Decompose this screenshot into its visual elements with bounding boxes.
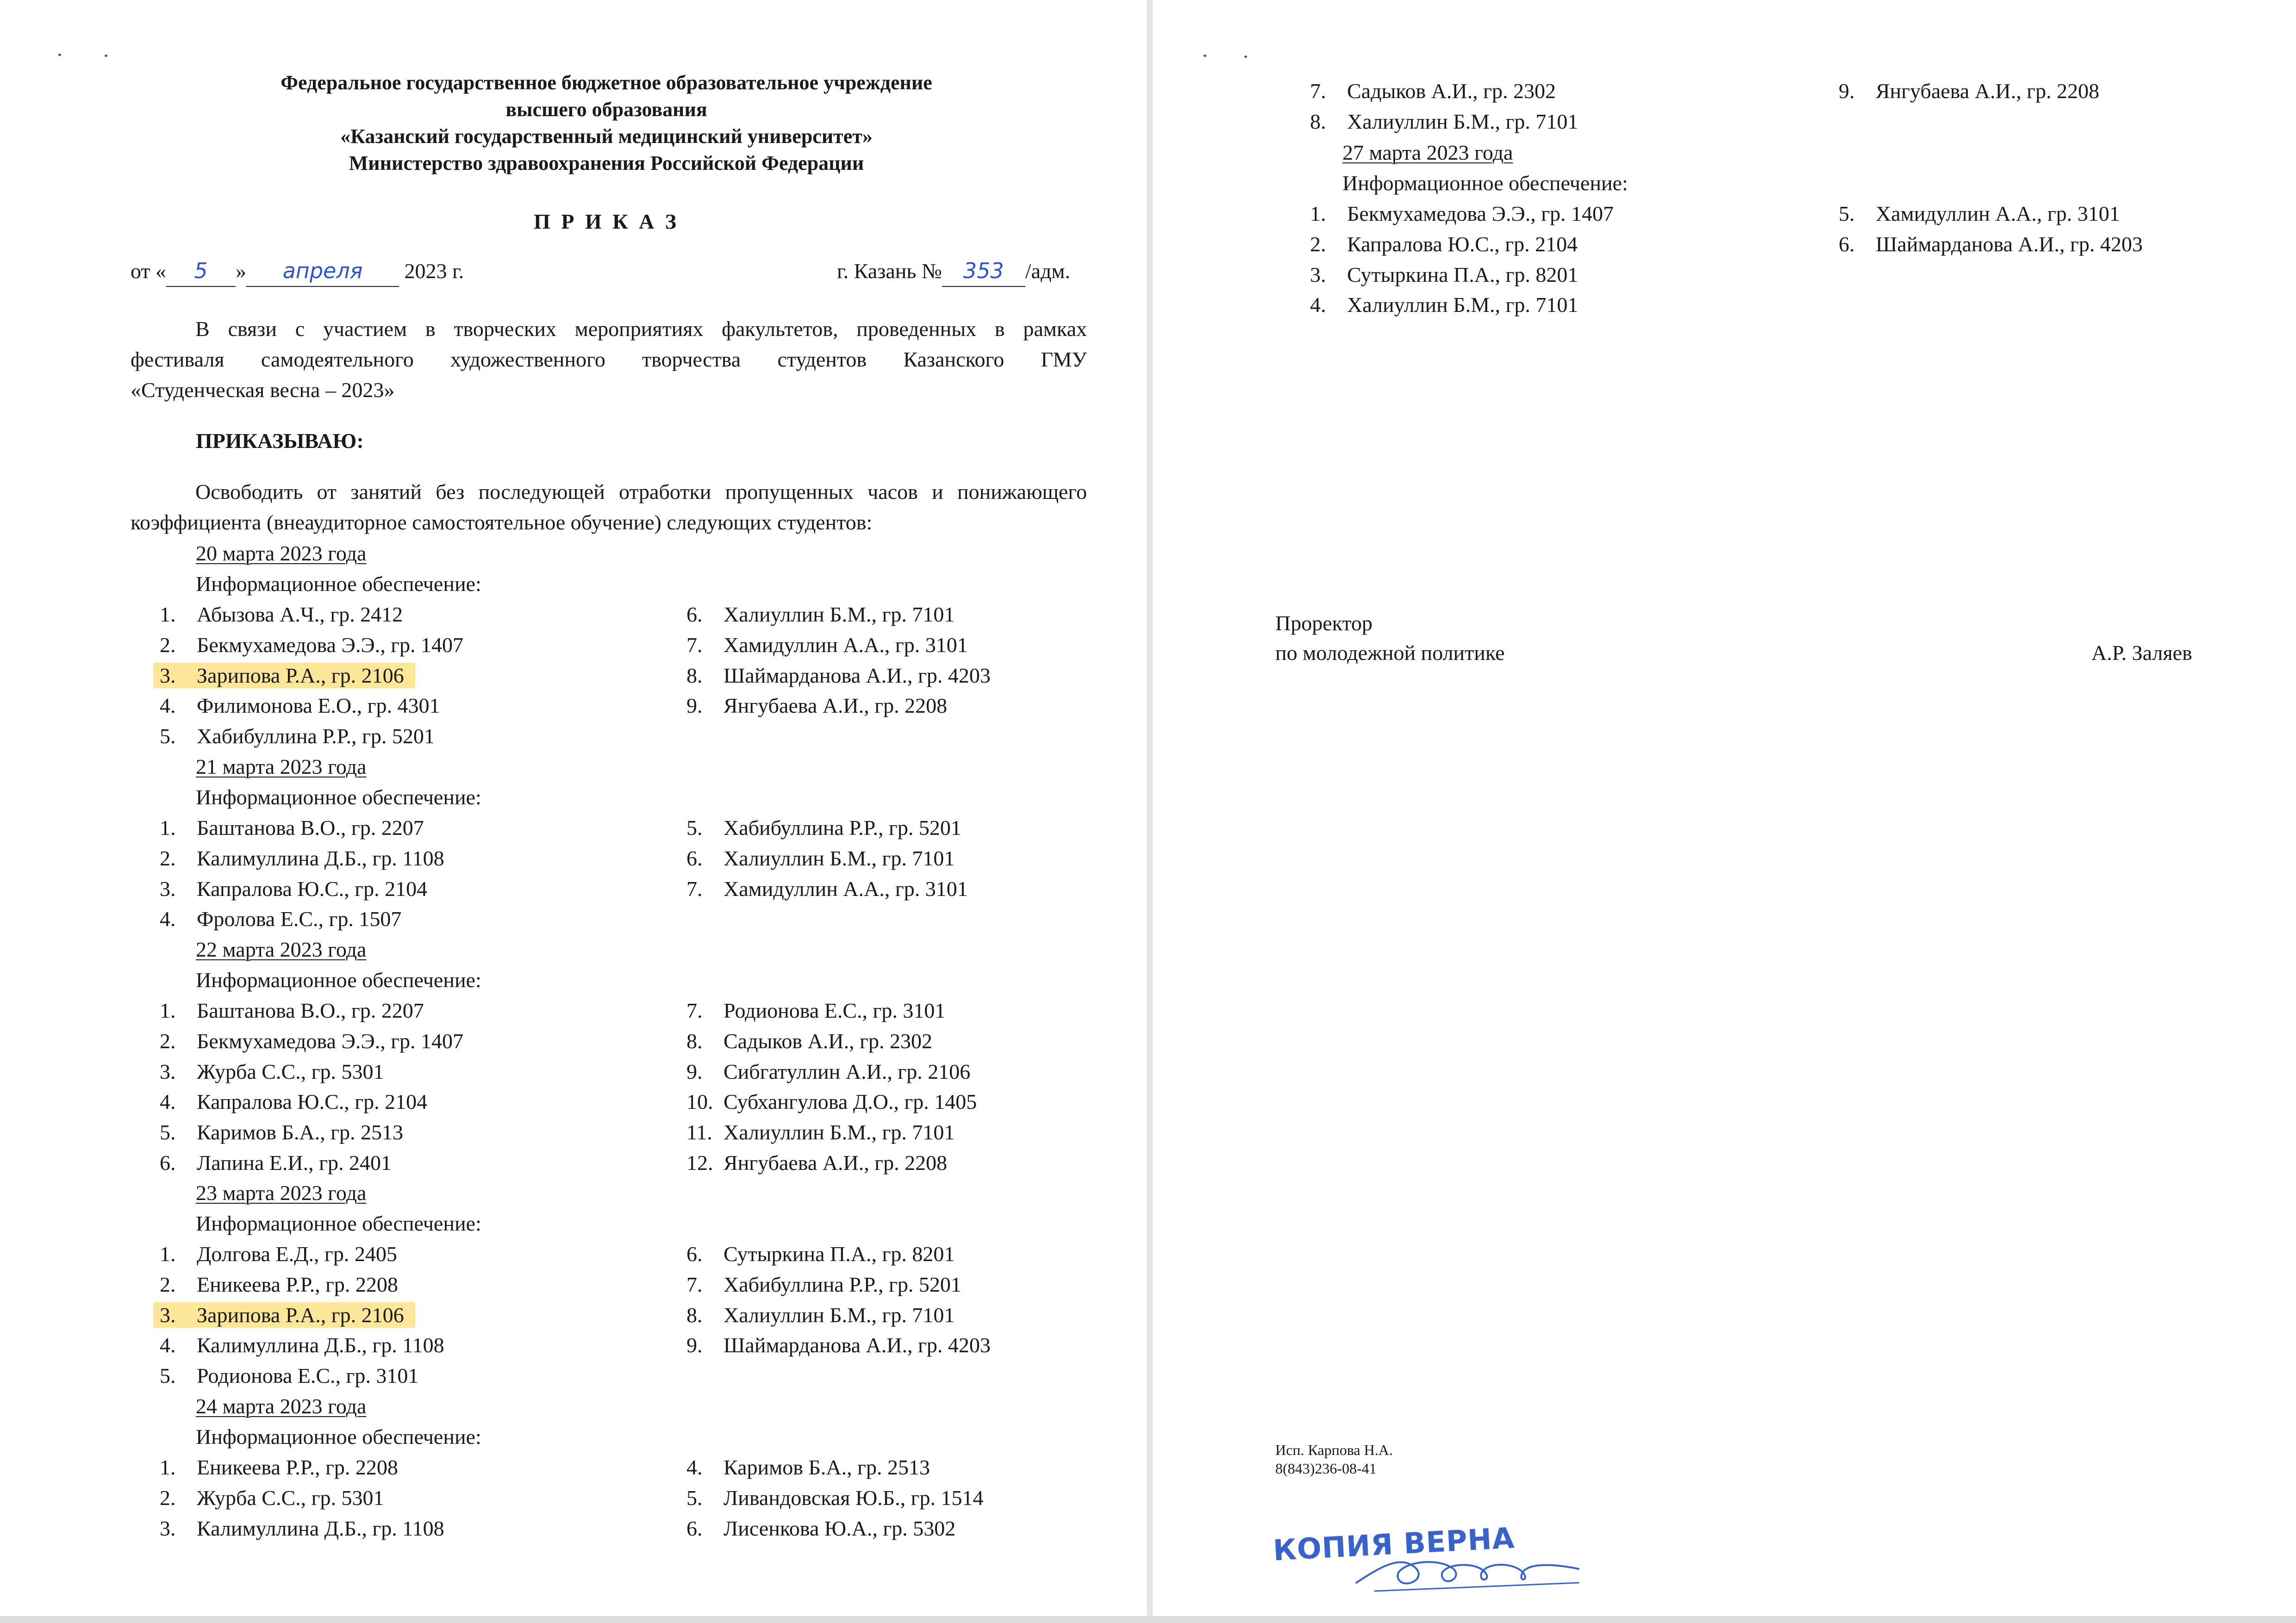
list-item: 1. Абызова А.Ч., гр. 2412 (160, 603, 403, 626)
scan-bottom-edge (0, 1616, 2296, 1623)
list-22-left (160, 995, 463, 1178)
category-label: Информационное обеспечение: (1342, 171, 1628, 195)
list-21-left (160, 813, 444, 934)
list-item: 4. Капралова Ю.С., гр. 2104 (160, 1090, 428, 1114)
dateline-year: 2023 г. (404, 259, 464, 283)
category-label: Информационное обеспечение: (196, 1425, 481, 1449)
list-item: 2. Еникеева Р.Р., гр. 2208 (160, 1272, 398, 1296)
dateline-mid: » (236, 259, 246, 283)
category-label: Информационное обеспечение: (196, 968, 481, 992)
list-item: 1. Баштанова В.О., гр. 2207 (160, 816, 424, 839)
category-label: Информационное обеспечение: (196, 572, 481, 596)
page-right (1153, 0, 2296, 1623)
list-item: 4. Калимуллина Д.Б., гр. 1108 (160, 1333, 444, 1357)
list-item: 2. Журба С.С., гр. 5301 (160, 1486, 384, 1510)
executor-name: Исп. Карпова Н.А. (1275, 1442, 1393, 1458)
page-left (0, 0, 1147, 1623)
list-item: 7. Хамидуллин А.А., гр. 3101 (686, 633, 968, 657)
dateline-right (837, 255, 1070, 287)
header-line-1: Федеральное государственное бюджетное образовательное учреждение (281, 71, 932, 94)
list-item: 6. Шаймарданова А.И., гр. 4203 (1839, 232, 2143, 256)
list-item: 5. Хамидуллин А.А., гр. 3101 (1839, 202, 2120, 225)
list-item: 11. Халиуллин Б.М., гр. 7101 (686, 1120, 955, 1144)
date-heading-21: 21 марта 2023 года (196, 755, 367, 778)
list-item: 7. Хабибуллина Р.Р., гр. 5201 (686, 1272, 961, 1296)
order-number: 353 (942, 255, 1025, 287)
list-27-left (1310, 199, 1614, 320)
preamble-line-1: В связи с участием в творческих мероприятиях факультетов, проведенных в рамках (195, 317, 1087, 341)
header-line-2: высшего образования (505, 98, 707, 121)
list-item: 4. Филимонова Е.О., гр. 4301 (160, 694, 440, 718)
scan-speck (58, 54, 61, 56)
list-item: 1. Бекмухамедова Э.Э., гр. 1407 (1310, 202, 1614, 225)
list-item: 3. Капралова Ю.С., гр. 2104 (160, 877, 428, 901)
list-22-right (686, 995, 977, 1178)
list-item: 6. Халиуллин Б.М., гр. 7101 (686, 846, 955, 870)
list-item: 2. Калимуллина Д.Б., гр. 1108 (160, 846, 444, 870)
list-item: 9. Янгубаева А.И., гр. 2208 (686, 694, 948, 718)
signatory-title-1: Проректор (1275, 611, 1373, 635)
date-month: апреля (246, 255, 399, 287)
list-item-highlighted: 3. Зарипова Р.А., гр. 2106 (160, 660, 463, 691)
list-24-left (160, 1452, 444, 1543)
list-item: 8. Халиуллин Б.М., гр. 7101 (1310, 109, 1578, 133)
scan-speck (1244, 56, 1247, 58)
list-item: 1. Долгова Е.Д., гр. 2405 (160, 1242, 397, 1266)
list-item: 8. Садыков А.И., гр. 2302 (686, 1029, 932, 1053)
signatory-title-2: по молодежной политике (1275, 641, 1505, 665)
header-line-3: «Казанский государственный медицинский университет» (340, 125, 873, 148)
list-item: 5. Хабибуллина Р.Р., гр. 5201 (686, 816, 961, 839)
list-23-left (160, 1239, 444, 1391)
copy-stamp: КОПИЯ ВЕРНА (1272, 1521, 1516, 1567)
list-item: 3. Сутыркина П.А., гр. 8201 (1310, 262, 1578, 286)
list-item: 1. Еникеева Р.Р., гр. 2208 (160, 1455, 398, 1479)
list-item-highlighted: 3. Зарипова Р.А., гр. 2106 (160, 1300, 444, 1331)
list-item: 5. Родионова Е.С., гр. 3101 (160, 1364, 419, 1388)
list-item: 5. Каримов Б.А., гр. 2513 (160, 1120, 403, 1144)
list-item: 5. Хабибуллина Р.Р., гр. 5201 (160, 724, 435, 748)
date-day: 5 (166, 255, 236, 287)
list-item: 4. Халиуллин Б.М., гр. 7101 (1310, 293, 1578, 317)
preamble-line-2: фестиваля самодеятельного художественного творчества студентов Казанского ГМУ (131, 348, 1087, 371)
list-item: 3. Журба С.С., гр. 5301 (160, 1059, 384, 1083)
handwritten-signature (1347, 1536, 1588, 1601)
order-line-1: Освободить от занятий без последующей отработки пропущенных часов и понижающего (195, 480, 1087, 504)
list-item: 7. Хамидуллин А.А., гр. 3101 (686, 877, 968, 901)
list-item: 12. Янгубаева А.И., гр. 2208 (686, 1150, 948, 1175)
category-label: Информационное обеспечение: (196, 1212, 481, 1235)
scan-speck (1204, 55, 1206, 57)
header-line-4: Министерство здравоохранения Российской Федерации (349, 152, 864, 174)
signatory-name: А.Р. Заляев (2091, 641, 2192, 665)
list-item: 4. Каримов Б.А., гр. 2513 (686, 1455, 930, 1479)
order-word: ПРИКАЗЫВАЮ: (196, 429, 364, 453)
date-heading-23: 23 марта 2023 года (196, 1181, 367, 1205)
dateline-suffix: /адм. (1025, 259, 1070, 283)
dateline-left (131, 255, 464, 287)
list-item: 6. Халиуллин Б.М., гр. 7101 (686, 603, 955, 626)
date-heading-27: 27 марта 2023 года (1342, 141, 1513, 164)
list-24-right-continued (1839, 76, 2099, 106)
list-item: 9. Янгубаева А.И., гр. 2208 (1839, 79, 2100, 103)
category-label: Информационное обеспечение: (196, 785, 481, 809)
list-item: 6. Лисенкова Ю.А., гр. 5302 (686, 1516, 956, 1540)
date-heading-22: 22 марта 2023 года (196, 938, 367, 961)
list-item: 8. Шаймарданова А.И., гр. 4203 (686, 663, 991, 687)
page-gutter (1147, 0, 1153, 1623)
list-item: 7. Родионова Е.С., гр. 3101 (686, 999, 946, 1022)
list-20-left (160, 599, 463, 752)
list-24-right (686, 1452, 984, 1543)
dateline-city: г. Казань № (837, 259, 942, 283)
order-line-2: коэффициента (внеаудиторное самостоятельное обучение) следующих студентов: (131, 510, 873, 534)
list-item: 1. Баштанова В.О., гр. 2207 (160, 999, 424, 1022)
list-20-right (686, 599, 991, 721)
document-title: П Р И К А З (533, 210, 679, 233)
list-item: 2. Капралова Ю.С., гр. 2104 (1310, 232, 1578, 256)
scan-speck (105, 55, 107, 57)
list-24-left-continued (1310, 76, 1578, 137)
list-item: 9. Сибгатуллин А.И., гр. 2106 (686, 1059, 971, 1083)
list-item: 2. Бекмухамедова Э.Э., гр. 1407 (160, 633, 464, 657)
list-item: 2. Бекмухамедова Э.Э., гр. 1407 (160, 1029, 464, 1053)
dateline-prefix: от « (131, 259, 166, 283)
list-item: 6. Сутыркина П.А., гр. 8201 (686, 1242, 955, 1266)
list-item: 3. Калимуллина Д.Б., гр. 1108 (160, 1516, 444, 1540)
list-item: 9. Шаймарданова А.И., гр. 4203 (686, 1333, 991, 1357)
list-item: 7. Садыков А.И., гр. 2302 (1310, 79, 1556, 103)
executor-phone: 8(843)236-08-41 (1275, 1460, 1377, 1477)
preamble-line-3: «Студенческая весна – 2023» (131, 378, 395, 402)
list-item: 4. Фролова Е.С., гр. 1507 (160, 907, 402, 931)
date-heading-24: 24 марта 2023 года (196, 1394, 367, 1418)
list-item: 10. Субхангулова Д.О., гр. 1405 (686, 1090, 977, 1114)
list-27-right (1839, 199, 2143, 260)
list-item: 5. Ливандовская Ю.Б., гр. 1514 (686, 1486, 984, 1510)
list-item: 6. Лапина Е.И., гр. 2401 (160, 1150, 392, 1175)
list-23-right (686, 1239, 991, 1361)
list-21-right (686, 813, 968, 904)
list-item: 8. Халиуллин Б.М., гр. 7101 (686, 1303, 955, 1327)
date-heading-20: 20 марта 2023 года (196, 541, 367, 565)
